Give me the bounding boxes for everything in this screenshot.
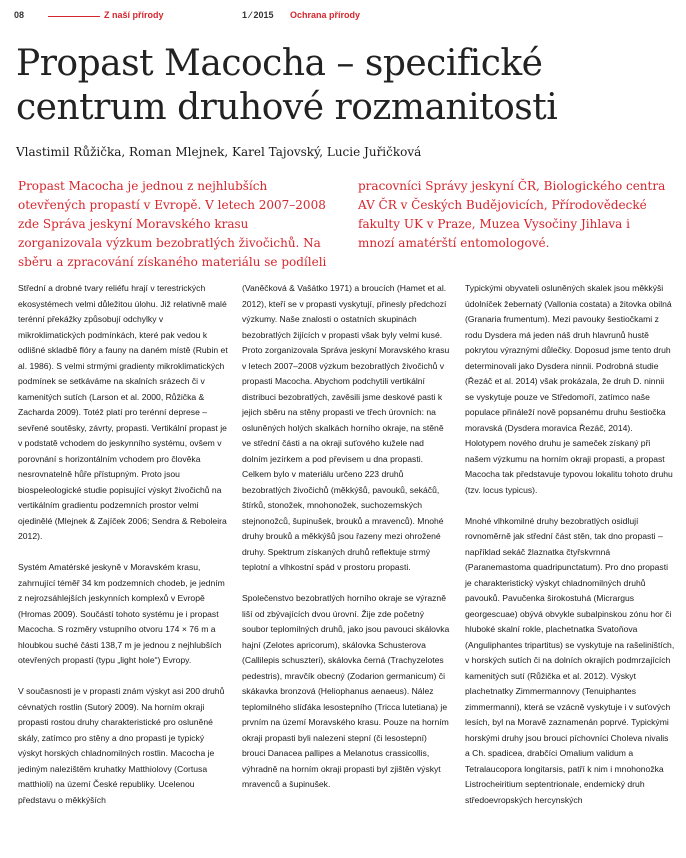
page-number: 08 xyxy=(14,10,25,20)
body-column-1 xyxy=(18,281,228,824)
paragraph: (Vaněčková & Vašátko 1971) a broucích (Hamet et al. 2012), kteří se v propasti vyskytují, přinesly předchozí výzkumy. Naše znalosti o ostatních skupinách bezobratlých žijících v propasti však byly velmi kusé. Proto zorganizovala Správa jeskyní Moravského krasu v letech 2007–2008 výzkum bezobratlých živočichů v propasti Macocha. Abychom podchytili vertikální distribuci bezobratlých, zavěsili jsme deskové pasti k jejich sběru na stěny propasti ve třech úrovních: na osluněných holých skalkách horního okraje, na stěně ve střední části a na okraji suťového kužele nad dolním jezírkem a pod převisem u dna propasti. Celkem bylo v materiálu určeno 223 druhů bezobratlých živočichů (měkkýšů, pavouků, sekáčů, štírků, stonožek, mnohonožek, suchozemských stejnonožců, šupinušek, brouků a mravenců). Mnohé druhy brouků a měkkýšů jsou řazeny mezi ohrožené druhy. Spektrum získaných druhů reflektuje strmý teplotní a vlhkostní spád v prostoru propasti. xyxy=(242,283,450,572)
article-title: Propast Macocha – specifické centrum druhové rozmanitosti xyxy=(16,43,558,128)
paragraph: Mnohé vlhkomilné druhy bezobratlých osidlují rovnoměrně jak střední část stěn, tak dno propasti – například sekáč žlaznatka čtyřskvrnná (Paranemastoma quadripunctatum). Pro dno propasti je charakteristický výskyt chladnomilných druhů pavouků. Pavučenka širokostuhá (Micrargus georgescuae) obývá obvykle subalpinskou zónu hor či hluboké skalní rokle, plachetnatka Svatoňova (Anguliphantes tripartitus) se vyskytuje na rašeliništích, v horských sutích či na dolních okrajích podmrzajících kamenitých sutí (Růžička et al. 2012). Výskyt plachetnatky Zimmermannovy (Tenuiphantes zimmermanni), která se vzácně vyskytuje i v suťových lesích, byl na Moravě zaznamenán poprvé. Typickými horskými druhy jsou brouci píchovníci Choleva nivalis a Ch. spadicea, drabčíci Omalium validum a Tetralaucopora longitarsis, patří k nim i mnohonožka Listrocheiritium septentrionale, endemický druh středoevropských hercynských xyxy=(465,515,675,805)
section-name: Z naší přírody xyxy=(104,10,164,20)
paragraph: Střední a drobné tvary reliéfu hrají v terestrických ekosystémech velmi důležitou úlohu. Již relativně malé terénní překážky způsobují odchylky v mikroklimatických podmínkách, které pak vedou k odlišné skladbě flóry a fauny na daném místě (Rubin et al. 1986). S velmi strmými gradienty mikroklimatických podmínek se setkáváme na skalních srázech či v kamenitých sutích (Larson et al. 2000, Růžička & Zacharda 2009). Totéž platí pro terénní deprese – sevřené soutěsky, závrty, propasti. Vertikální propast je v podstatě vchodem do jeskynního systému, ovšem v porovnání s horizontálním vchodem pro člověka nesrovnatelně hůře přístupným. Proto jsou biospeleologické studie popisující výskyt živočichů na vertikálním gradientu podzemních prostor velmi ojedinělé (Mlejnek & Zajíček 2006; Sendra & Reboleira 2012). xyxy=(18,283,228,541)
magazine-name: Ochrana přírody xyxy=(290,10,361,20)
paragraph: Společenstvo bezobratlých horního okraje se výrazně liší od zbývajících dvou úrovní. Žije zde početný soubor teplomilných druhů, jako jsou pavouci skálovka hajní (Zelotes apricorum), skálovka Schusterova (Callilepis schuszteri), skálovka černá (Trachyzelotes pedestris), mravčík obecný (Zodarion germanicum) či skákavka bronzová (Heliophanus aenaeus). Nález teplomilného slíďáka lesostepního (Tricca lutetiana) je prvním na území Moravského krasu. Pouze na horním okraji propasti byli nalezeni stepní (či lesostepní) brouci Danacea pallipes a Melanotus crassicollis, výhradně na horním okraji propasti byl zjištěn výskyt mravenců a šupinušek. xyxy=(242,593,450,789)
header-rule xyxy=(48,16,100,17)
paragraph: Typickými obyvateli osluněných skalek jsou měkkýši údolníček žebernatý (Vallonia costata) a žitovka obilná (Granaria frumentum). Mezi pavouky šestiočkami z rodu Dysdera má jeden náš druh hlavrunů hustě pokrytou výraznými důlečky. Doposud jsme tento druh determinovali jako Dysdera ninnii. Podrobná studie (Řezáč et al. 2014) však prokázala, že druh D. ninnii se vyskytuje pouze ve Středomoří, zatímco naše populace přináleží nově popsanému druhu šestiočka moravská (Dysdera moravica Řezáč, 2014). Holotypem nového druhu je sameček získaný při našem výzkumu na horním okraji propasti, a propast Macocha tak představuje typovou lokalitu tohoto druhu (tzv. locus typicus). xyxy=(465,283,673,495)
body-column-2 xyxy=(242,281,452,808)
running-header xyxy=(14,10,672,24)
article-authors: Vlastimil Růžička, Roman Mlejnek, Karel Tajovský, Lucie Juřičková xyxy=(16,145,422,159)
body-column-3 xyxy=(465,281,675,824)
issue-number: 1 ⁄ 2015 xyxy=(242,10,274,20)
article-lead: Propast Macocha je jednou z nejhlubších otevřených propastí v Evropě. V letech 2007–2008 zde Správa jeskyní Moravského krasu zorganizovala výzkum bezobratlých živočichů. Na sběru a zpracování získaného materiálu se podíleli pracovníci Správy jeskyní ČR, Biologického centra AV ČR v Českých Budějovicích, Přírodovědecké fakulty UK v Praze, Muzea Vysočiny Jihlava i mnozí amatérští entomologové. xyxy=(18,179,666,269)
paragraph: V současnosti je v propasti znám výskyt asi 200 druhů cévnatých rostlin (Sutorý 2009). Na horním okraji propasti rostou druhy charakteristické pro osluněné skály, zatímco pro stěny a dno propasti je typický výskyt horských chladnomilných rostlin. Macocha je jediným nalezištěm kruhatky Matthiolovy (Cortusa matthioli) na území České republiky. Ucelenou představu o měkkýších xyxy=(18,686,225,805)
paragraph: Systém Amatérské jeskyně v Moravském krasu, zahrnující téměř 34 km podzemních chodeb, je jedním z nejrozsáhlejších jeskynních komplexů v Evropě (Hromas 2009). Součástí tohoto systému je i propast Macocha. S rozměry vstupního otvoru 174 × 76 m a hloubkou suché části 138,7 m je jednou z nejhlubších otevřených propastí (typu „light hole“) Evropy. xyxy=(18,562,225,665)
